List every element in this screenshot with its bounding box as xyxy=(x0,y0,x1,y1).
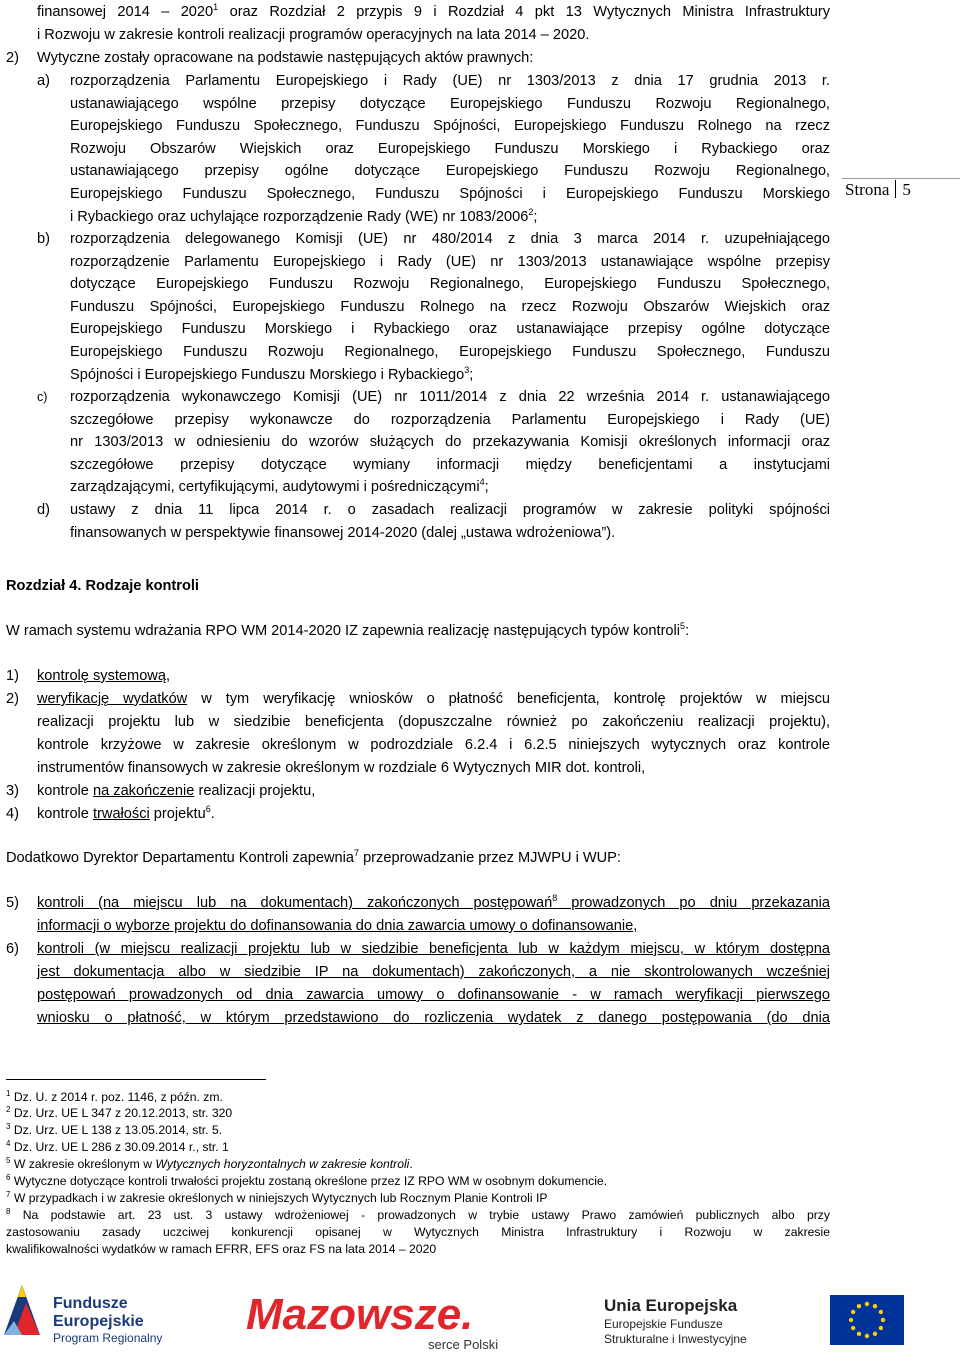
eu-star-icon xyxy=(851,1326,855,1330)
paragraph-line: Europejskiego Funduszu Rozwoju Regionalnego, Europejskiego Funduszu Społecznego, Funduszu xyxy=(70,344,830,360)
footnote-separator xyxy=(6,1079,266,1080)
eu-star-icon xyxy=(873,1304,877,1308)
footnote-line: kwalifikowalności wydatków w ramach EFRR, EFS oraz FS na lata 2014 – 2020 xyxy=(6,1242,437,1256)
paragraph-line: ustanawiającego wspólne przepisy dotyczące Europejskiego Funduszu Rozwoju Regionalnego, xyxy=(70,95,830,112)
list-item: kontrolę systemową, xyxy=(37,668,171,684)
unia-europejska-logo xyxy=(604,1295,904,1346)
list-letter: d) xyxy=(37,502,50,518)
paragraph-line: i Rozwoju w zakresie kontroli realizacji programów operacyjnych na lata 2014 – 2020. xyxy=(37,27,590,43)
paragraph-line: Europejskiego Funduszu Społecznego, Funduszu Spójności, Europejskiego Funduszu Rolnego na rzecz xyxy=(70,118,830,135)
chapter-heading: Rozdział 4. Rodzaje kontroli xyxy=(6,578,199,594)
footnote: $^5$ W zakresie określonym w Wytycznych horyzontalnych w zakresie kontroli. xyxy=(6,1155,413,1171)
paragraph-line: W ramach systemu wdrażania RPO WM 2014-2020 IZ zapewnia realizację następujących typów kontroli$^5$: xyxy=(6,621,690,639)
paragraph-line: Europejskiego Funduszu Społecznego, Funduszu Spójności i Europejskiego Funduszu Morskiego xyxy=(70,186,830,202)
list-number: 2) xyxy=(6,50,19,66)
svg-text:Fundusze: Fundusze xyxy=(53,1295,128,1312)
paragraph-line: Europejskiego Funduszu Morskiego i Rybackiego oraz ustanawiające przepisy ogólne dotyczące xyxy=(70,321,830,338)
eu-star-icon xyxy=(849,1318,853,1322)
paragraph-line: szczegółowe przepisy dotyczące wymiany informacji między beneficjentami a instytucjami xyxy=(70,456,830,473)
paragraph-line: nr 1303/2013 w odniesieniu do wzorów służących do przekazywania Komisji określonych informacji oraz xyxy=(70,434,830,451)
eu-star-icon xyxy=(865,1302,869,1306)
list-letter: c) xyxy=(37,390,48,404)
eu-star-icon xyxy=(857,1332,861,1336)
fundusze-europejskie-logo xyxy=(2,1281,162,1345)
footnote: $^8$ Na podstawie art. 23 ust. 3 ustawy wdrożeniowej - prowadzonych w trybie ustawy Prawo zamówień publicznych albo przy xyxy=(6,1206,830,1222)
footnote-ref[interactable]: 7 xyxy=(354,848,360,859)
eu-star-icon xyxy=(879,1326,883,1330)
eu-star-icon xyxy=(881,1318,885,1322)
svg-text:Unia Europejska: Unia Europejska xyxy=(604,1296,738,1315)
paragraph-line: rozporządzenia delegowanego Komisji (UE) nr 480/2014 z dnia 3 marca 2014 r. uzupełniającego xyxy=(70,231,830,247)
paragraph-line: dotyczące Europejskiego Funduszu Rozwoju Regionalnego, Europejskiego Funduszu Społecznego, xyxy=(70,276,830,293)
list-number: 4) xyxy=(6,806,19,822)
footnote: $^4$ Dz. Urz. UE L 286 z 30.09.2014 r., str. 1 xyxy=(6,1138,229,1154)
paragraph-line: rozporządzenie Parlamentu Europejskiego i Rady (UE) nr 1303/2013 ustanawiające wspólne przepisy xyxy=(70,253,830,270)
eu-star-icon xyxy=(857,1304,861,1308)
footnote: $^6$ Wytyczne dotyczące kontroli trwałości projektu zostaną określone przez IZ RPO WM w osobnym dokumencie. xyxy=(6,1172,608,1188)
paragraph-line: zarządzającymi, certyfikującymi, audytowymi i pośredniczącymi$^4$; xyxy=(70,477,489,496)
list-item: weryfikację wydatków w tym weryfikację wniosków o płatność beneficjenta, kontrolę projektów w miejscu xyxy=(37,691,830,707)
paragraph-line: postępowań prowadzonych od dnia zawarcia umowy o dofinansowanie - w ramach weryfikacji pierwszego xyxy=(37,987,830,1003)
footnote-ref[interactable]: 1 xyxy=(213,2,219,13)
list-number: 1) xyxy=(6,668,19,684)
footnote-ref[interactable]: 6 xyxy=(205,804,211,815)
paragraph-line: Dodatkowo Dyrektor Departamentu Kontroli zapewnia$^7$ przeprowadzanie przez MJWPU i WUP: xyxy=(6,848,621,866)
paragraph-line: jest dokumentacja albo w siedzibie IP na dokumentach) zakończonych, a nie skontrolowanych wcześniej xyxy=(37,964,830,980)
list-number: 6) xyxy=(6,941,19,957)
footnote-ref[interactable]: 4 xyxy=(479,477,485,488)
footnote: $^2$ Dz. Urz. UE L 347 z 20.12.2013, str. 320 xyxy=(6,1104,233,1120)
footnote-ref[interactable]: 5 xyxy=(680,621,686,632)
paragraph-line: ustawy z dnia 11 lipca 2014 r. o zasadach realizacji programów w zakresie polityki spójności xyxy=(70,502,830,518)
footnote-line: zastosowaniu zasady uczciwej konkurencji opisanej w Wytycznych Ministra Infrastruktury i Rozwoju w zakresie xyxy=(6,1225,830,1239)
paragraph-line: kontroli (w miejscu realizacji projektu lub w siedzibie beneficjenta lub w każdym miejscu, w którym dostępna xyxy=(37,941,830,957)
footnote-ref[interactable]: 3 xyxy=(464,364,470,375)
paragraph-line: informacji o wyborze projektu do dofinansowania do dnia zawarcia umowy o dofinansowanie, xyxy=(37,918,638,934)
page-number-rule xyxy=(842,178,960,179)
eu-star-icon xyxy=(865,1334,869,1338)
list-item: kontroli (na miejscu lub na dokumentach) zakończonych postępowań$^8$ prowadzonych po dniu przekazania xyxy=(37,893,831,911)
paragraph-line: instrumentów finansowych w zakresie określonym w rozdziale 6 Wytycznych MIR dot. kontroli, xyxy=(37,760,646,776)
svg-text:Program Regionalny: Program Regionalny xyxy=(53,1331,163,1345)
eu-star-icon xyxy=(851,1310,855,1314)
list-letter: a) xyxy=(37,73,50,89)
list-number: 5) xyxy=(6,895,19,911)
paragraph-line: rozporządzenia Parlamentu Europejskiego i Rady (UE) nr 1303/2013 z dnia 17 grudnia 2013 r. xyxy=(70,73,830,89)
list-item: kontrole trwałości projektu$^6$. xyxy=(37,804,215,822)
paragraph-line: i Rybackiego oraz uchylające rozporządzenie Rady (WE) nr 1083/2006$^2$; xyxy=(70,206,538,225)
footnote: $^1$ Dz. U. z 2014 r. poz. 1146, z późn. zm. xyxy=(6,1088,223,1104)
paragraph-line: szczegółowe przepisy wykonawcze do rozporządzenia Parlamentu Europejskiego i Rady (UE) xyxy=(70,411,830,428)
list-letter: b) xyxy=(37,231,50,247)
svg-text:Europejskie: Europejskie xyxy=(53,1313,144,1330)
paragraph-line: Rozwoju Obszarów Wiejskich oraz Europejskiego Funduszu Morskiego i Rybackiego oraz xyxy=(70,140,830,157)
eu-star-icon xyxy=(873,1332,877,1336)
page-number: Strona 5 xyxy=(845,180,911,199)
list-item: kontrole na zakończenie realizacji projektu, xyxy=(37,783,316,799)
paragraph-line: kontrole krzyżowe w zakresie określonym w podrozdziale 6.2.4 i 6.2.5 niniejszych wytycznych oraz kontrole xyxy=(37,737,830,753)
svg-text:Strukturalne i Inwestycyjne: Strukturalne i Inwestycyjne xyxy=(604,1332,747,1346)
paragraph-line: rozporządzenia wykonawczego Komisji (UE) nr 1011/2014 z dnia 22 września 2014 r. ustanawiającego xyxy=(70,389,830,405)
paragraph-line: Wytyczne zostały opracowane na podstawie następujących aktów prawnych: xyxy=(37,50,534,66)
footnote-ref[interactable]: 8 xyxy=(552,893,558,904)
list-number: 3) xyxy=(6,783,19,799)
paragraph-line: Funduszu Spójności, Europejskiego Funduszu Rolnego na rzecz Rozwoju Obszarów Wiejskich oraz xyxy=(70,298,830,315)
footnote: $^3$ Dz. Urz. UE L 138 z 13.05.2014, str. 5. xyxy=(6,1121,223,1137)
paragraph-line: wniosku o płatność, w którym przedstawiono do rozliczenia wydatek z danego postępowania (do dnia xyxy=(37,1010,830,1026)
svg-text:Europejskie Fundusze: Europejskie Fundusze xyxy=(604,1317,723,1331)
paragraph-line: Spójności i Europejskiego Funduszu Morskiego i Rybackiego$^3$; xyxy=(70,364,474,383)
paragraph-line: realizacji projektu lub w siedzibie beneficjenta (dopuszczalne również po zakończeniu realizacji projektu), xyxy=(37,714,830,730)
footer-logos xyxy=(0,1275,960,1356)
footnote: $^7$ W przypadkach i w zakresie określonych w niniejszych Wytycznych lub Rocznym Planie Kontroli IP xyxy=(6,1189,548,1205)
paragraph-line: finansowanych w perspektywie finansowej 2014-2020 (dalej „ustawa wdrożeniowa”). xyxy=(70,524,616,541)
paragraph-line: ustanawiającego przepisy ogólne dotyczące Europejskiego Funduszu Rozwoju Regionalnego, xyxy=(70,163,830,180)
svg-text:serce Polski: serce Polski xyxy=(428,1337,499,1352)
list-number: 2) xyxy=(6,691,19,707)
paragraph-line: finansowej 2014 – 2020$^1$ oraz Rozdział 2 przypis 9 i Rozdział 4 pkt 13 Wytycznych Ministra Infrastruktury xyxy=(37,2,830,20)
eu-star-icon xyxy=(879,1310,883,1314)
mazowsze-logo xyxy=(246,1290,498,1352)
svg-text:Mazowsze.: Mazowsze. xyxy=(246,1290,474,1339)
footnote-ref[interactable]: 2 xyxy=(528,206,534,217)
